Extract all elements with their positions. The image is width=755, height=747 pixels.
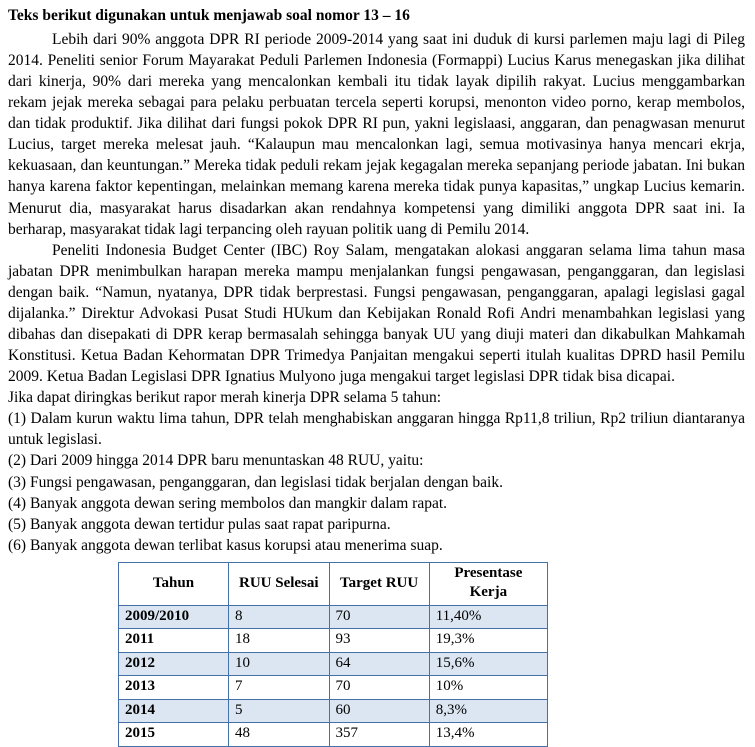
table-row [119, 699, 548, 723]
table-header-tahun: Tahun [119, 562, 229, 605]
cell-target-ruu: 60 [329, 699, 429, 723]
table-header-ruu-selesai: RUU Selesai [229, 562, 330, 605]
cell-target-ruu: 357 [329, 723, 429, 747]
cell-target-ruu: 70 [329, 676, 429, 700]
table-row [119, 723, 548, 747]
paragraph-1: Lebih dari 90% anggota DPR RI periode 2009-2014 yang saat ini duduk di kursi parlemen maju lagi di Pileg 2014. Peneliti senior Forum Mayarakat Peduli Parlemen Indonesia (Formappi) Lucius Karus menegaskan jika dilihat dari kinerja, 90% dari mereka yang mencalonkan kembali itu tidak layak dipilih rakyat. Lucius menggambarkan rekam jejak mereka sebagai para pelaku perbuatan tercela seperti korupsi, menonton video porno, kerap membolos, dan tidak produktif. Jika dilihat dari fungsi pokok DPR RI pun, yakni legislaasi, anggaran, dan penagwasan menurut Lucius, target mereka melesat jauh. “Kalaupun mau mencalonkan lagi, semua motivasinya hanya mencari ekrja, kekuasaan, dan keuntungan.” Mereka tidak peduli rekam jejak kegagalan mereka sepanjang periode jabatan. Ini bukan hanya karena faktor kepentingan, melainkan memang karena mereka tidak punya kapasitas,” ungkap Lucius kemarin. Menurut dia, masyarakat harus disadarkan akan rendahnya kompetensi yang dimiliki anggota DPR saat ini. Ia berharap, masyarakat tidak lagi terpancing oleh rayuan politik uang di Pemilu 2014. [8, 30, 745, 238]
cell-ruu-selesai: 48 [229, 723, 330, 747]
list-item-3: (3) Fungsi pengawasan, penganggaran, dan legislasi tidak berjalan dengan baik. [8, 473, 503, 491]
cell-presentase: 10% [429, 676, 547, 700]
table-header-target-ruu: Target RUU [329, 562, 429, 605]
cell-target-ruu: 93 [329, 629, 429, 653]
list-item-1: (1) Dalam kurun waktu lima tahun, DPR telah menghabiskan anggaran hingga Rp11,8 triliun, Rp2 triliun diantaranya untuk legislasi. [8, 410, 745, 449]
page-title: Teks berikut digunakan untuk menjawab soal nomor 13 – 16 [8, 7, 410, 24]
table-header-row [119, 562, 548, 605]
cell-ruu-selesai: 7 [229, 676, 330, 700]
cell-tahun: 2011 [119, 629, 229, 653]
cell-presentase: 13,4% [429, 723, 547, 747]
rapor-table [118, 562, 548, 747]
cell-tahun: 2009/2010 [119, 605, 229, 629]
list-item-5: (5) Banyak anggota dewan tertidur pulas saat rapat paripurna. [8, 515, 391, 533]
cell-target-ruu: 64 [329, 652, 429, 676]
list-item-2: (2) Dari 2009 hingga 2014 DPR baru menuntaskan 48 RUU, yaitu: [8, 452, 424, 470]
cell-presentase: 11,40% [429, 605, 547, 629]
cell-tahun: 2014 [119, 699, 229, 723]
list-item-4: (4) Banyak anggota dewan sering membolos dan mangkir dalam rapat. [8, 494, 448, 512]
list-item-6: (6) Banyak anggota dewan terlibat kasus korupsi atau menerima suap. [8, 536, 443, 554]
table-row [119, 629, 548, 653]
table-row [119, 605, 548, 629]
table-row [119, 652, 548, 676]
cell-tahun: 2015 [119, 723, 229, 747]
cell-ruu-selesai: 5 [229, 699, 330, 723]
table-header-presentase-kerja: Presentase Kerja [429, 562, 547, 605]
cell-tahun: 2013 [119, 676, 229, 700]
cell-ruu-selesai: 10 [229, 652, 330, 676]
cell-presentase: 15,6% [429, 652, 547, 676]
table-row [119, 676, 548, 700]
cell-tahun: 2012 [119, 652, 229, 676]
cell-target-ruu: 70 [329, 605, 429, 629]
cell-ruu-selesai: 8 [229, 605, 330, 629]
cell-presentase: 8,3% [429, 699, 547, 723]
cell-presentase: 19,3% [429, 629, 547, 653]
cell-ruu-selesai: 18 [229, 629, 330, 653]
paragraph-2: Peneliti Indonesia Budget Center (IBC) Roy Salam, mengatakan alokasi anggaran selama lima tahun masa jabatan DPR menimbulkan harapan mereka mampu menjalankan fungsi pengawasan, penganggaran, dan legislasi dengan baik. “Namun, nyatanya, DPR tidak berprestasi. Fungsi pengawasan, penganggaran, apalagi legislasi gagal dijalanka.” Direktur Advokasi Pusat Studi HUkum dan Kebijakan Ronald Rofi Andri menambahkan legislasi yang dibahas dan disepakati di DPR kerap bermasalah sehingga banyak UU yang diuji materi dan dikabulkan Mahkamah Konstitusi. Ketua Badan Kehormatan DPR Trimedya Panjaitan mengakui seperti itulah kualitas DPRD hasil Pemilu 2009. Ketua Badan Legislasi DPR Ignatius Mulyono juga mengakui target legislasi DPR tidak bisa dicapai. [8, 241, 745, 386]
list-intro: Jika dapat diringkas berikut rapor merah kinerja DPR selama 5 tahun: [8, 389, 442, 407]
